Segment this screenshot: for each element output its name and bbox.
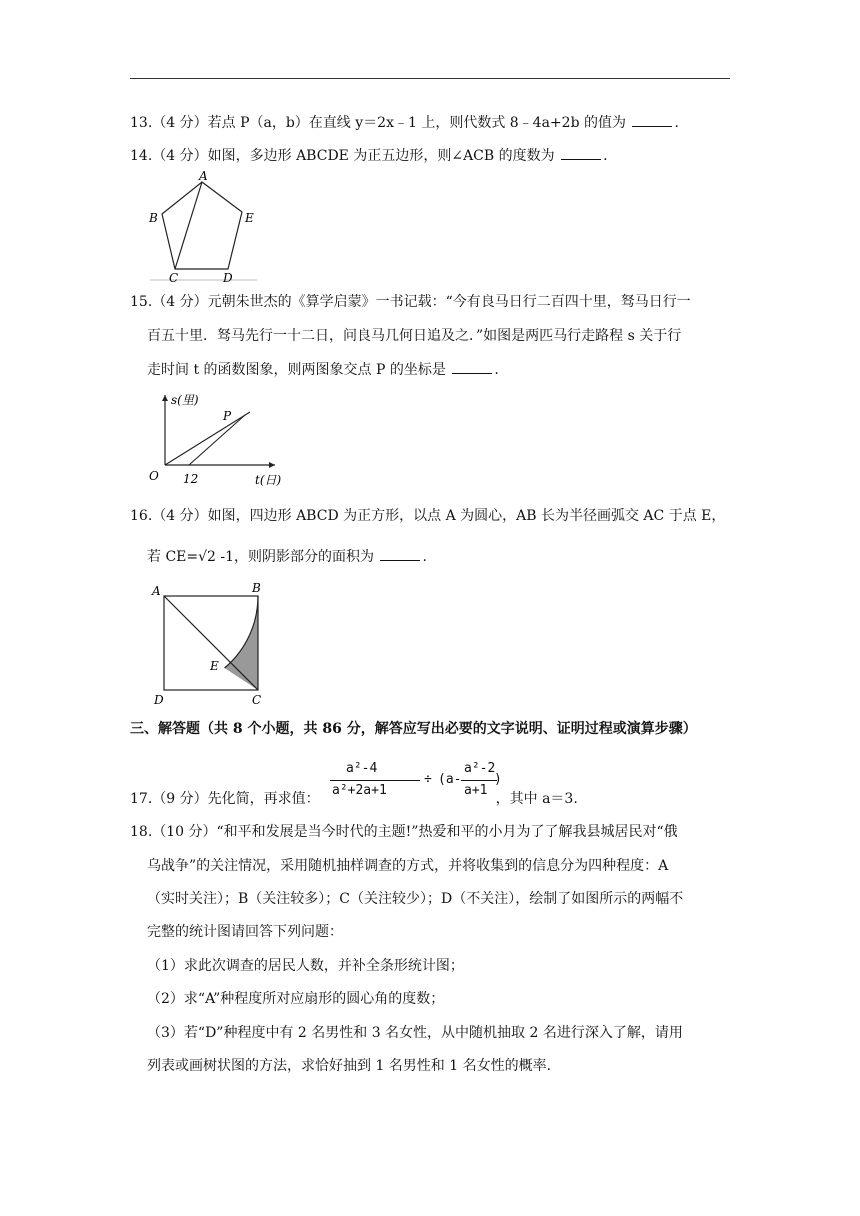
question-17: 17.（9 分）先化简，再求值： ，其中 a＝3.	[130, 791, 578, 807]
label-C: C	[169, 271, 179, 285]
question-16-line2: 若 CE=√2 -1，则阴影部分的面积为 .	[147, 546, 427, 567]
label-B: B	[149, 211, 158, 225]
x-axis-label: t(日)	[255, 473, 282, 487]
label-A: A	[152, 584, 161, 598]
label-A: A	[199, 169, 208, 183]
question-15-line3: 走时间 t 的函数图象，则两图象交点 P 的坐标是 .	[147, 359, 499, 380]
point-P-label: P	[223, 409, 232, 423]
tick-12-label: 12	[183, 472, 199, 486]
answer-blank-13[interactable]	[632, 112, 672, 127]
inner-denominator: a+1	[464, 783, 488, 798]
question-18-line4: 完整的统计图请回答下列问题：	[147, 924, 343, 940]
question-15-line1: 15.（4 分）元朝朱世杰的《算学启蒙》一书记载：“今有良马日行二百四十里，驽马日行一	[130, 294, 691, 310]
horse-race-graph	[145, 390, 295, 490]
question-18-part3a: （3）若“D”种程度中有 2 名男性和 3 名女性，从中随机抽取 2 名进行深入了解，请用	[147, 1025, 683, 1041]
frac-denominator: a²+2a+1	[332, 783, 387, 798]
square-arc-figure	[148, 580, 278, 710]
y-axis-label: s(里)	[171, 393, 199, 407]
question-16-line1: 16.（4 分）如图，四边形 ABCD 为正方形，以点 A 为圆心，AB 长为半径画弧交 AC 于点 E，	[130, 508, 726, 524]
paren-open: (a-	[438, 772, 462, 787]
label-D: D	[223, 271, 233, 285]
divide-sign: ÷	[424, 772, 432, 787]
question-18-part2: （2）求“A”种程度所对应扇形的圆心角的度数；	[147, 991, 445, 1007]
question-18-line3: （实时关注）；B（关注较多）；C（关注较少）；D（不关注），绘制了如图所示的两幅不	[147, 891, 684, 907]
question-18-part3b: 列表或画树状图的方法，求恰好抽到 1 名男性和 1 名女性的概率.	[147, 1058, 552, 1074]
label-B: B	[252, 581, 261, 595]
question-15-line2: 百五十里．驽马先行一十二日，问良马几何日追及之．”如图是两匹马行走路程 s 关于行	[147, 328, 682, 344]
label-D: D	[154, 693, 164, 707]
paren-close: )	[494, 772, 502, 787]
pentagon-figure	[145, 170, 265, 285]
origin-label: O	[149, 469, 159, 483]
question-18-part1: （1）求此次调查的居民人数，并补全条形统计图；	[147, 958, 464, 974]
answer-blank-16[interactable]	[380, 546, 420, 561]
answer-blank-15[interactable]	[452, 359, 492, 374]
answer-blank-14[interactable]	[561, 145, 601, 160]
question-14: 14.（4 分）如图，多边形 ABCDE 为正五边形，则∠ACB 的度数为 .	[130, 145, 608, 166]
inner-frac-bar	[461, 780, 497, 781]
frac-numerator: a²-4	[346, 761, 378, 776]
header-rule	[130, 78, 730, 79]
inner-numerator: a²-2	[464, 761, 496, 776]
question-18-line1: 18.（10 分）“和平和发展是当今时代的主题!”热爱和平的小月为了了解我县城居民对“俄	[130, 824, 678, 840]
label-C: C	[252, 693, 262, 707]
label-E: E	[210, 659, 219, 673]
frac-bar	[330, 780, 420, 781]
label-E: E	[245, 211, 254, 225]
question-13: 13.（4 分）若点 P（a，b）在直线 y＝2x﹣1 上，则代数式 8﹣4a+2b 的值为 .	[130, 112, 679, 133]
question-18-line2: 乌战争”的关注情况，采用随机抽样调查的方式，并将收集到的信息分为四种程度：A	[147, 858, 669, 874]
section-3-heading: 三、解答题（共 8 个小题，共 86 分，解答应写出必要的文字说明、证明过程或演算步骤）	[130, 721, 697, 737]
